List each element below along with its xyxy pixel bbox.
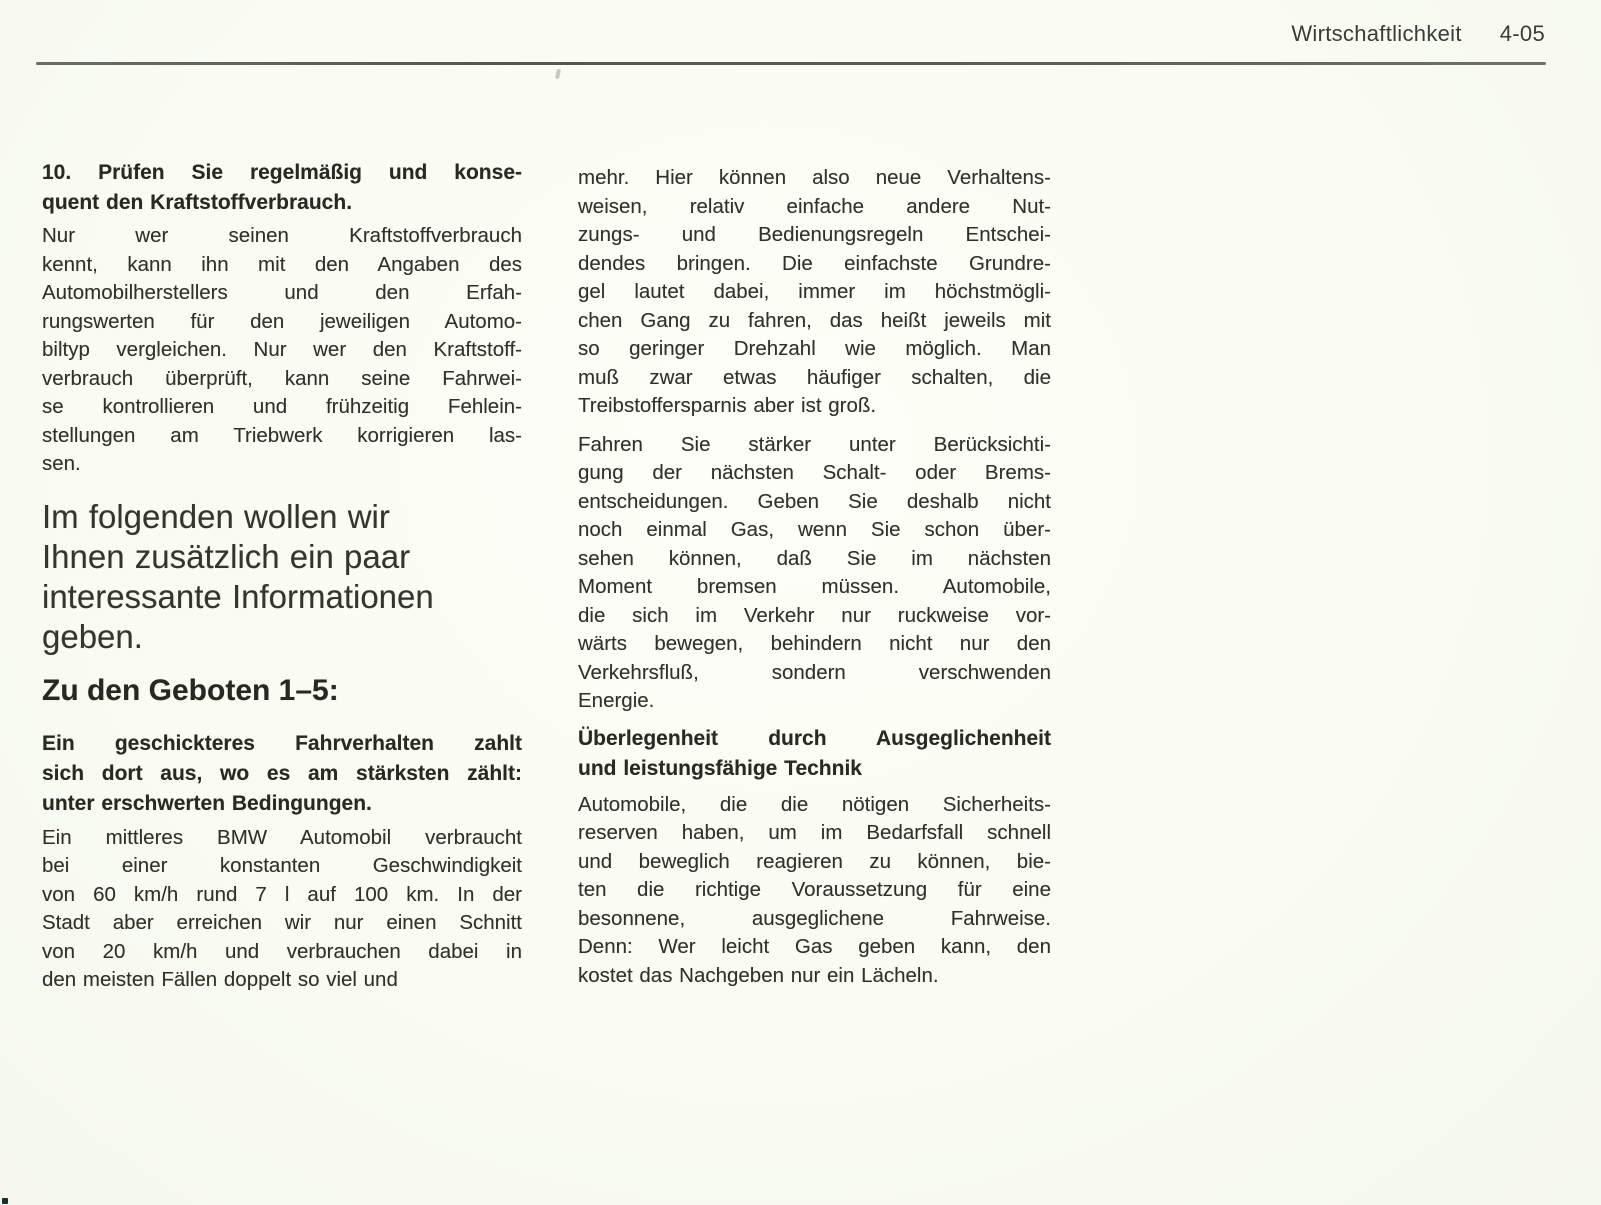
section-heading-geboten: Zu den Geboten 1–5: (42, 673, 339, 707)
header-section-title: Wirtschaftlichkeit (1291, 21, 1462, 46)
text-line: Im folgenden wollen wir (42, 497, 390, 535)
text-line: muß zwar etwas häufiger schalten, die (578, 365, 1051, 389)
commandment-10-paragraph (42, 222, 522, 479)
text-line: ten die richtige Voraussetzung für eine (578, 878, 1051, 901)
text-line: Nur wer seinen Kraftstoffverbrauch (42, 224, 522, 247)
text-line: verbrauch überprüft, kann seine Fahrwei- (42, 366, 522, 390)
text-line: kennt, kann ihn mit den Angaben des (42, 252, 522, 276)
left-column (42, 158, 522, 995)
commandment-10-heading (42, 158, 522, 218)
text-line: mehr. Hier können also neue Verhaltens- (578, 166, 1051, 189)
text-line: die sich im Verkehr nur ruckweise vor- (578, 603, 1051, 627)
text-line: Fahren Sie stärker unter Berücksichti- (578, 432, 1051, 456)
text-line: rungswerten für den jeweiligen Automo- (42, 309, 522, 333)
intro-display-paragraph (42, 497, 522, 657)
text-line: reserven haben, um im Bedarfsfall schnell (578, 821, 1051, 844)
text-line: quent den Kraftstoffverbrauch. (42, 191, 353, 214)
fuel-example-paragraph (42, 824, 522, 995)
scan-artifact-smudge (555, 69, 561, 80)
text-line: von 60 km/h rund 7 l auf 100 km. In der (42, 882, 522, 906)
text-line: besonnene, ausgeglichene Fahrweise. (578, 906, 1051, 930)
text-line: kostet das Nachgeben nur ein Lächeln. (578, 963, 939, 987)
text-line: Stadt aber erreichen wir nur einen Schnitt (42, 911, 522, 934)
continuation-paragraph (578, 164, 1051, 421)
subheading-ueberlegenheit (578, 724, 1051, 784)
text-line: Ein mittleres BMW Automobil verbraucht (42, 825, 522, 849)
text-line: weisen, relativ einfache andere Nut- (578, 194, 1051, 218)
text-line: sich dort aus, wo es am stärksten zählt: (42, 761, 522, 785)
text-line: von 20 km/h und verbrauchen dabei in (42, 939, 522, 963)
text-line: Energie. (578, 689, 655, 712)
anticipation-paragraph (578, 431, 1051, 716)
scan-artifact-ink-dot (2, 1198, 8, 1204)
text-line: unter erschwerten Bedingungen. (42, 791, 372, 815)
text-line: Überlegenheit durch Ausgeglichenheit (578, 726, 1051, 750)
text-line: Ein geschickteres Fahrverhalten zahlt (42, 731, 522, 755)
header-page-number: 4-05 (1499, 21, 1545, 46)
text-line: noch einmal Gas, wenn Sie schon über- (578, 518, 1051, 541)
text-line: sen. (42, 452, 81, 475)
text-line: biltyp vergleichen. Nur wer den Kraftstoff- (42, 338, 522, 361)
technik-paragraph (578, 791, 1051, 991)
text-line: Verkehrsfluß, sondern verschwenden (578, 660, 1051, 684)
text-line: se kontrollieren und frühzeitig Fehlein- (42, 395, 522, 418)
text-line: und beweglich reagieren zu können, bie- (578, 849, 1051, 873)
text-line: Denn: Wer leicht Gas geben kann, den (578, 935, 1051, 958)
text-line: und leistungsfähige Technik (578, 756, 862, 780)
text-line: Treibstoffersparnis aber ist groß. (578, 394, 877, 417)
text-line: so geringer Drehzahl wie möglich. Man (578, 337, 1051, 360)
text-line: geben. (42, 617, 143, 655)
right-column (578, 164, 1051, 990)
text-line: dendes bringen. Die einfachste Grundre- (578, 251, 1051, 275)
text-line: entscheidungen. Geben Sie deshalb nicht (578, 489, 1051, 513)
text-line: zungs- und Bedienungsregeln Entschei- (578, 223, 1051, 246)
text-line: Automobilherstellers und den Erfah- (42, 281, 522, 304)
header-rule (36, 62, 1546, 65)
text-line: gung der nächsten Schalt- oder Brems- (578, 461, 1051, 484)
text-line: bei einer konstanten Geschwindigkeit (42, 854, 522, 877)
text-line: gel lautet dabei, immer im höchstmögli- (578, 280, 1051, 303)
text-line: Ihnen zusätzlich ein paar (42, 537, 411, 575)
text-line: wärts bewegen, behindern nicht nur den (578, 632, 1051, 655)
lead-bold-paragraph (42, 729, 522, 819)
text-line: 10. Prüfen Sie regelmäßig und konse- (42, 161, 522, 184)
text-line: Automobile, die die nötigen Sicherheits- (578, 792, 1051, 816)
text-line: interessante Informationen (42, 577, 434, 615)
text-line: chen Gang zu fahren, das heißt jeweils mit (578, 308, 1051, 332)
page-header (1291, 21, 1545, 47)
text-line: Moment bremsen müssen. Automobile, (578, 575, 1051, 598)
text-line: stellungen am Triebwerk korrigieren las- (42, 423, 522, 447)
text-line: sehen können, daß Sie im nächsten (578, 546, 1051, 570)
text-line: den meisten Fällen doppelt so viel und (42, 968, 398, 991)
